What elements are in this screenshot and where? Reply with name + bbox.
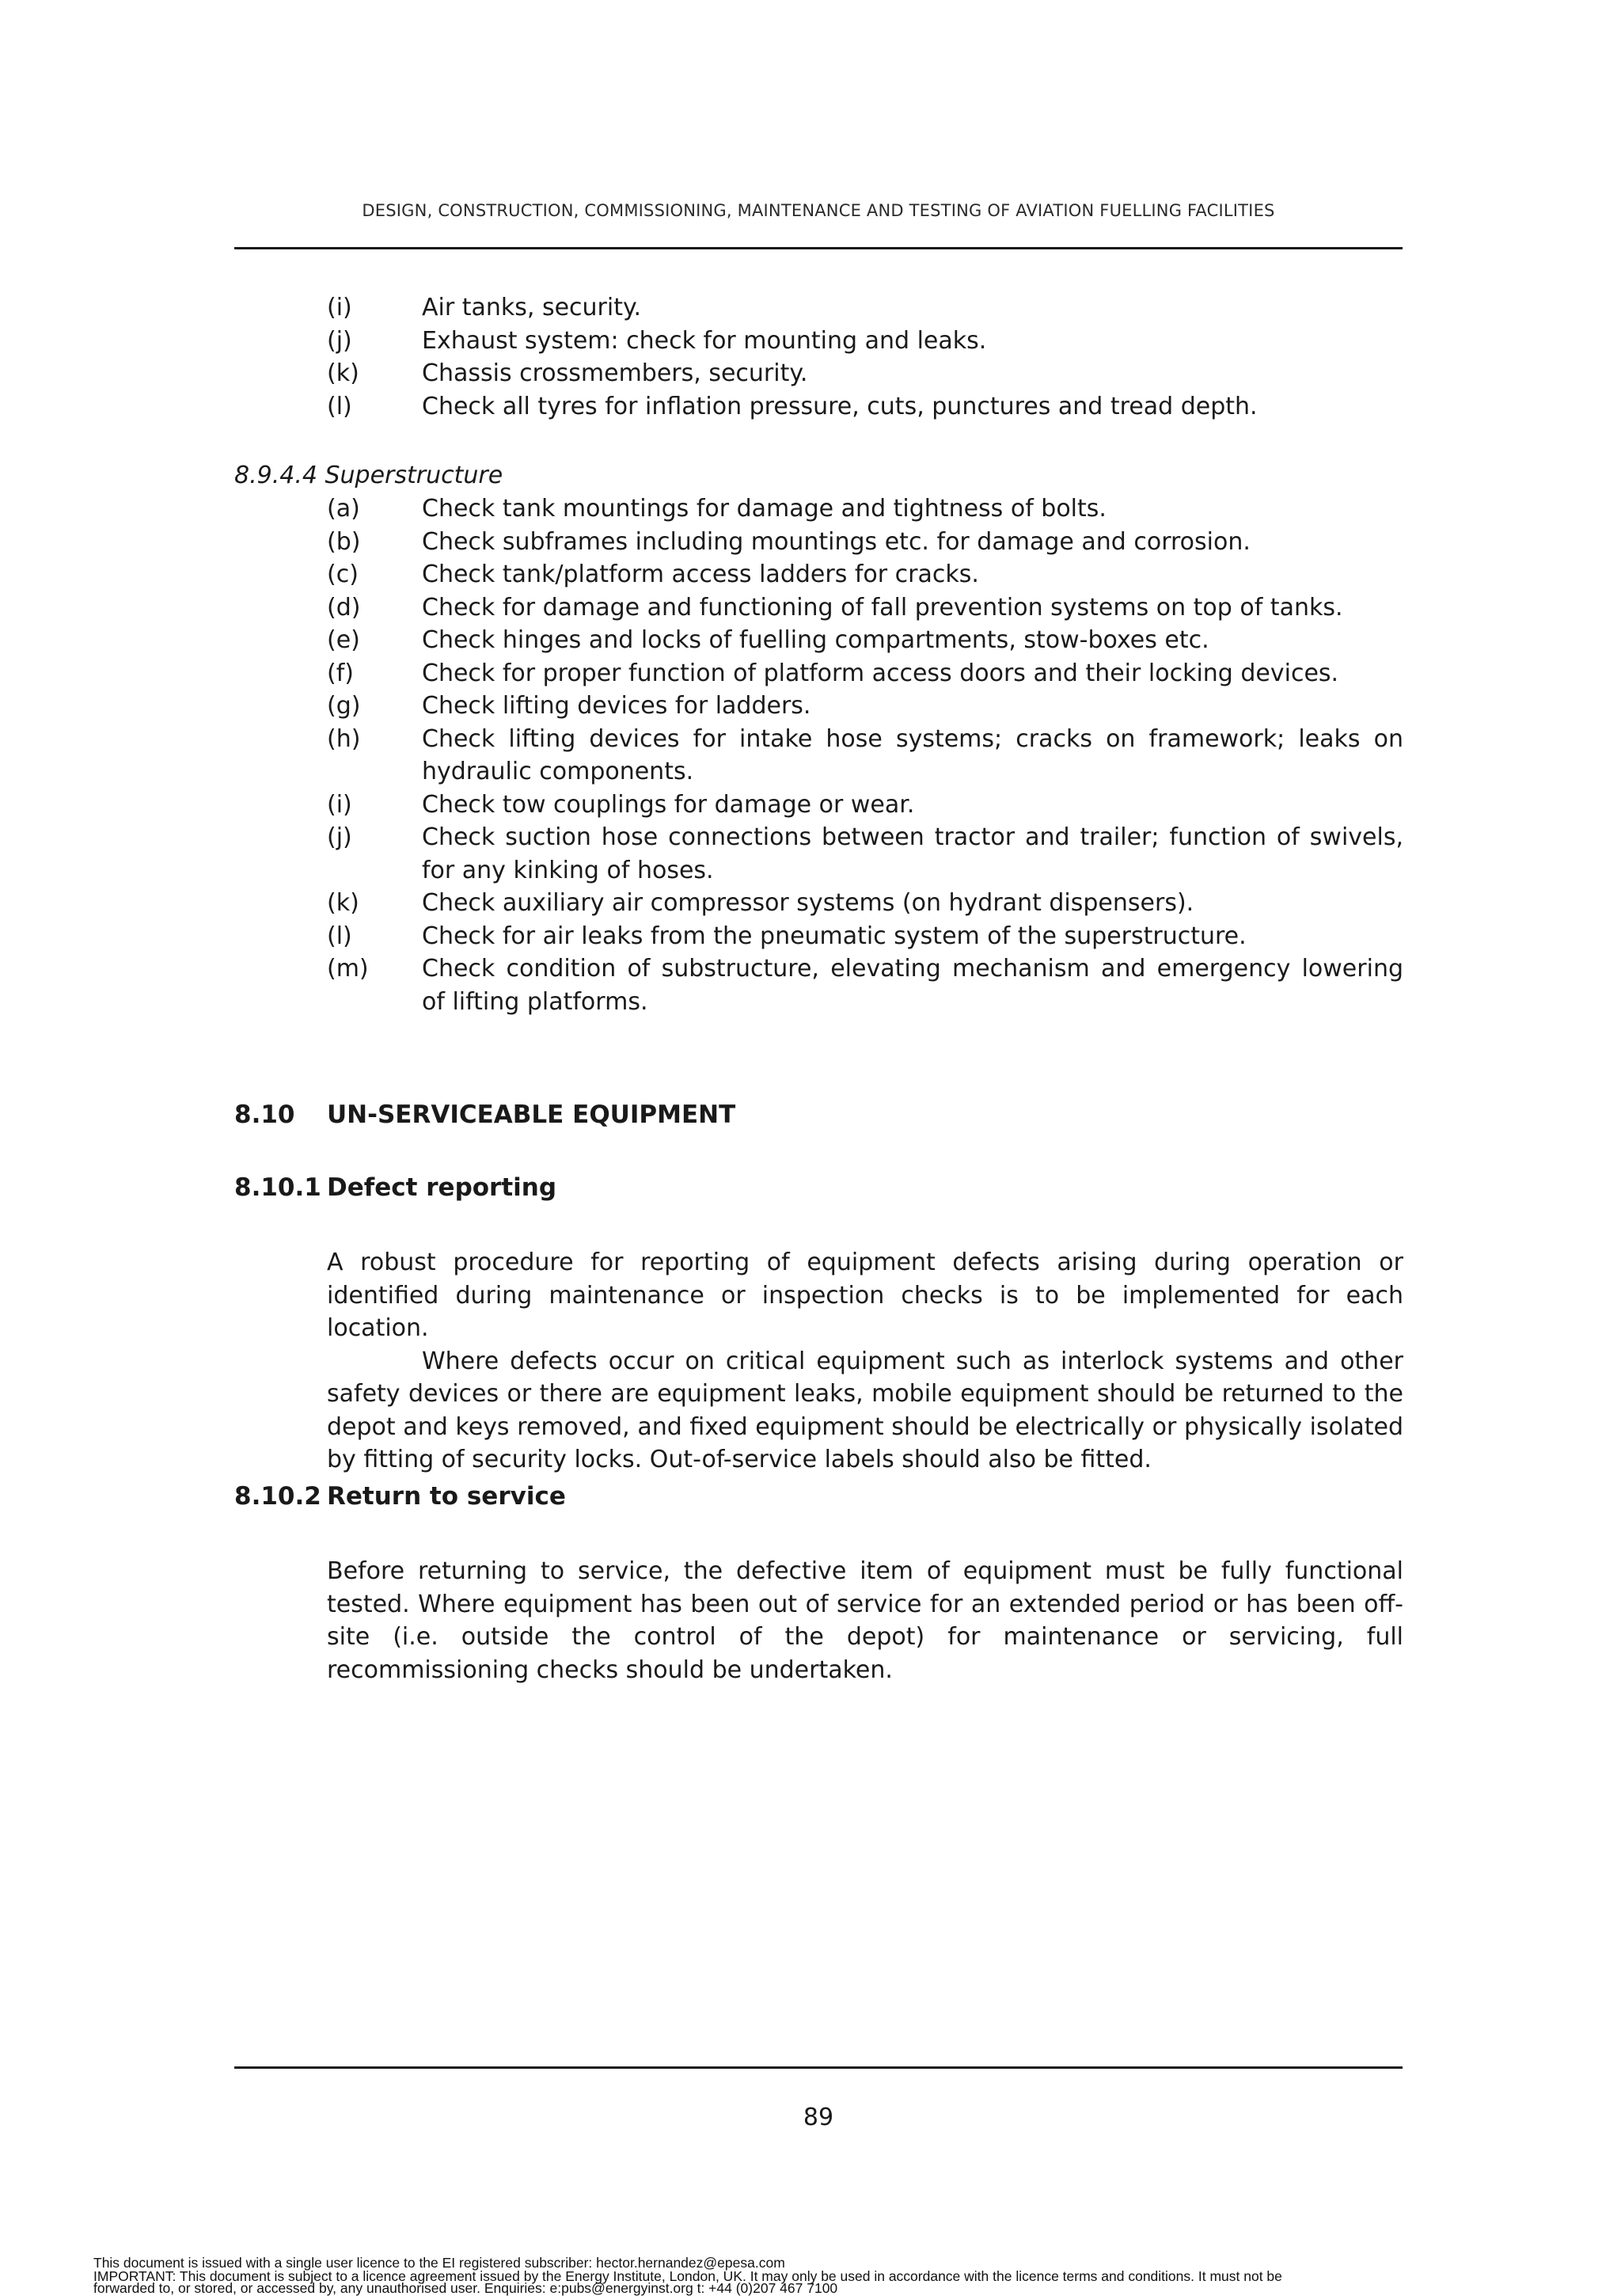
- item-marker: (l): [327, 922, 352, 950]
- item-marker: (c): [327, 561, 359, 588]
- item-text: Check tank mountings for damage and tightness of bolts.: [422, 495, 1107, 523]
- list-item: [327, 887, 1403, 920]
- section-title: UN-SERVICEABLE EQUIPMENT: [327, 1100, 736, 1129]
- item-marker: (g): [327, 692, 361, 720]
- running-header: DESIGN, CONSTRUCTION, COMMISSIONING, MAINTENANCE AND TESTING OF AVIATION FUELLING FACILITIES: [362, 201, 1275, 220]
- list-item: [327, 821, 1403, 887]
- section-title: Defect reporting: [327, 1173, 557, 1202]
- item-text: Check for air leaks from the pneumatic system of the superstructure.: [422, 922, 1247, 950]
- page-number: 89: [803, 2104, 834, 2131]
- item-marker: (a): [327, 495, 360, 523]
- licence-notice-line-3: forwarded to, or stored, or accessed by, any unauthorised user. Enquiries: e:pubs@energyinst.org t: +44 (0)207 467 7100: [93, 2280, 838, 2296]
- section-number: 8.10: [234, 1100, 295, 1129]
- item-marker: (j): [327, 823, 352, 851]
- item-text: Check for damage and functioning of fall prevention systems on top of tanks.: [422, 593, 1343, 622]
- item-text: Check tank/platform access ladders for cracks.: [422, 561, 979, 588]
- list-item: [327, 492, 1403, 526]
- header-rule: [234, 247, 1403, 249]
- item-marker: (b): [327, 527, 361, 556]
- item-text: Check lifting devices for intake hose systems; cracks on framework; leaks on hydraulic components.: [422, 724, 1403, 785]
- item-text: Check hinges and locks of fuelling compartments, stow-boxes etc.: [422, 626, 1209, 654]
- paragraph: A robust procedure for reporting of equipment defects arising during operation or identified during maintenance or inspection checks is to be implemented for each location.: [327, 1249, 1403, 1342]
- item-marker: (k): [327, 889, 359, 917]
- item-marker: (j): [327, 326, 352, 355]
- list-item: [327, 657, 1403, 690]
- item-marker: (h): [327, 724, 361, 753]
- list-item: [327, 591, 1403, 625]
- list-item: [327, 920, 1403, 953]
- list-item: [327, 357, 1403, 390]
- item-text: Check lifting devices for ladders.: [422, 692, 811, 720]
- item-marker: (e): [327, 626, 360, 654]
- licence-notice-line-2: IMPORTANT: This document is subject to a licence agreement issued by the Energy Institute, London, UK. It may only be used in accordance with the licence terms and conditions. It must not be: [93, 2268, 1282, 2284]
- section-heading-8-10: [234, 1100, 735, 1129]
- paragraph: Before returning to service, the defective item of equipment must be fully functional tested. Where equipment has been out of service for an extended period or has been off-site (i.e. outside the control of the depot) for maintenance or servicing, full recommissioning checks should be undertaken.: [327, 1557, 1403, 1684]
- item-text: Check subframes including mountings etc. for damage and corrosion.: [422, 527, 1251, 556]
- footer-rule: [234, 2066, 1403, 2069]
- item-text: Air tanks, security.: [422, 294, 642, 321]
- section-heading-8-10-1: [234, 1173, 556, 1202]
- chassis-checks-list: [327, 291, 1403, 423]
- list-item: [327, 952, 1403, 1018]
- superstructure-list: [327, 492, 1403, 1018]
- section-number: 8.10.2: [234, 1482, 321, 1511]
- list-item: [327, 789, 1403, 822]
- item-marker: (m): [327, 955, 369, 983]
- list-item: [327, 690, 1403, 723]
- superstructure-heading: 8.9.4.4 Superstructure: [234, 462, 503, 489]
- section-heading-8-10-2: [234, 1482, 566, 1511]
- item-marker: (f): [327, 659, 354, 687]
- return-to-service-body: [327, 1555, 1403, 1686]
- list-item: [327, 526, 1403, 559]
- item-text: Check tow couplings for damage or wear.: [422, 790, 915, 819]
- item-text: Check condition of substructure, elevating mechanism and emergency lowering of lifting platforms.: [422, 955, 1403, 1016]
- item-text: Check for proper function of platform access doors and their locking devices.: [422, 659, 1339, 687]
- item-marker: (i): [327, 790, 352, 819]
- item-text: Chassis crossmembers, security.: [422, 359, 808, 387]
- item-marker: (l): [327, 392, 352, 420]
- list-item: [327, 558, 1403, 591]
- licence-notice-line-1: This document is issued with a single user licence to the EI registered subscriber: hector.hernandez@epesa.com: [93, 2255, 785, 2271]
- item-marker: (d): [327, 593, 361, 622]
- item-text: Exhaust system: check for mounting and leaks.: [422, 326, 987, 355]
- list-item: [327, 390, 1403, 424]
- item-marker: (i): [327, 294, 352, 321]
- section-title: Return to service: [327, 1482, 566, 1511]
- list-item: [327, 624, 1403, 657]
- item-text: Check all tyres for inflation pressure, cuts, punctures and tread depth.: [422, 392, 1258, 420]
- list-item: [327, 291, 1403, 325]
- item-text: Check auxiliary air compressor systems (on hydrant dispensers).: [422, 889, 1194, 917]
- defect-reporting-body: [327, 1246, 1403, 1477]
- section-number: 8.10.1: [234, 1173, 321, 1202]
- item-text: Check suction hose connections between tractor and trailer; function of swivels, for any kinking of hoses.: [422, 823, 1403, 884]
- list-item: [327, 723, 1403, 789]
- list-item: [327, 325, 1403, 358]
- item-marker: (k): [327, 359, 359, 387]
- paragraph: Where defects occur on critical equipment such as interlock systems and other safety devices or there are equipment leaks, mobile equipment should be returned to the depot and keys removed, and fixed equipment should be electrically or physically isolated by fitting of security locks. Out-of-service labels should also be fitted.: [327, 1347, 1403, 1473]
